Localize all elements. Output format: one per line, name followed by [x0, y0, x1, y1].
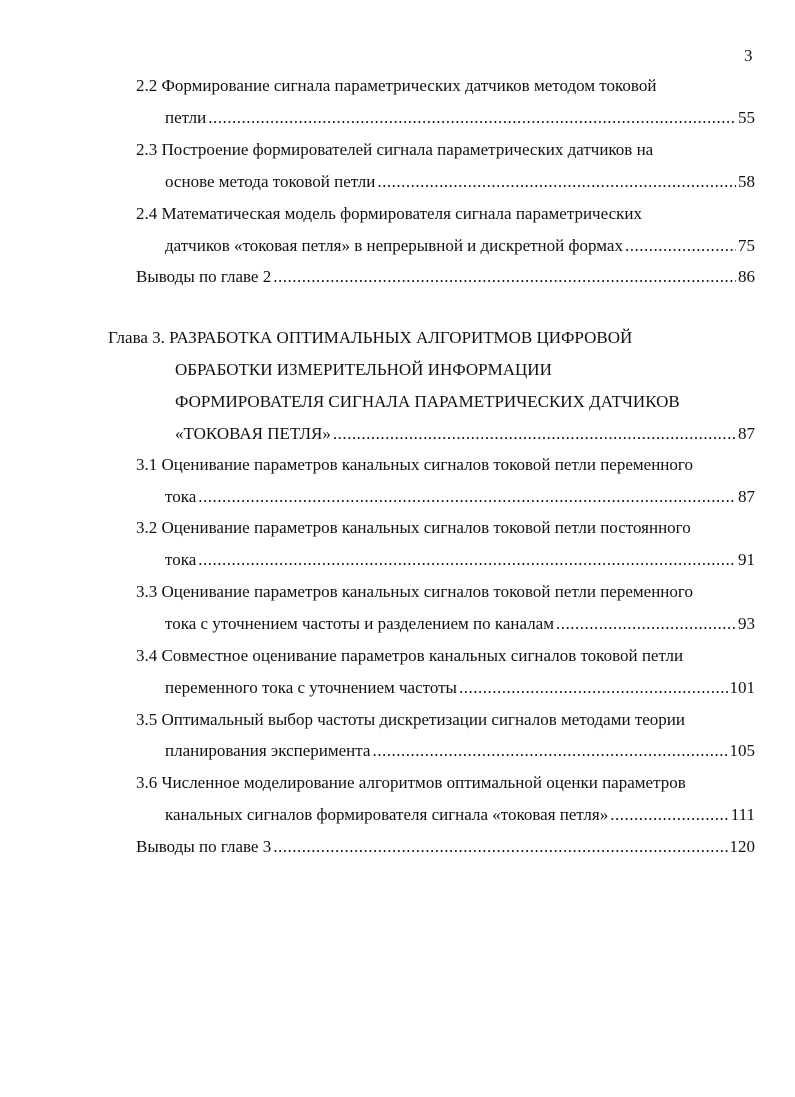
- toc-leader-dots: [208, 108, 736, 128]
- toc-entry-2-2[interactable]: [165, 108, 755, 128]
- toc-entry-3-1-line1: 3.1 Оценивание параметров канальных сигналов токовой петли переменного: [136, 455, 693, 474]
- toc-entry-3-5[interactable]: [165, 741, 755, 761]
- toc-chapter-3-line3: ФОРМИРОВАТЕЛЯ СИГНАЛА ПАРАМЕТРИЧЕСКИХ ДАТЧИКОВ: [175, 392, 680, 411]
- toc-entry-2-4-line1: 2.4 Математическая модель формирователя сигнала параметрических: [136, 204, 642, 223]
- toc-entry-3-4[interactable]: [165, 678, 755, 698]
- toc-leader-dots: [273, 837, 727, 857]
- toc-entry-3-3-line1: 3.3 Оценивание параметров канальных сигналов токовой петли переменного: [136, 582, 693, 601]
- toc-leader-dots: [610, 805, 729, 825]
- toc-entry-3-2[interactable]: [165, 550, 755, 570]
- toc-entry-3-1-line2: тока: [165, 487, 197, 506]
- toc-entry-2-2-page: 55: [738, 108, 755, 127]
- toc-entry-2-4[interactable]: [165, 236, 755, 256]
- toc-entry-3-5-line1: 3.5 Оптимальный выбор частоты дискретизации сигналов методами теории: [136, 710, 685, 729]
- toc-entry-3-5-page: 105: [729, 741, 755, 760]
- toc-entry-2-3-line2: основе метода токовой петли: [165, 172, 376, 191]
- toc-leader-dots: [333, 424, 736, 444]
- toc-entry-3-4-page: 101: [729, 678, 755, 697]
- toc-entry-2-3[interactable]: [165, 172, 755, 192]
- toc-chapter-3-line1: Глава 3. РАЗРАБОТКА ОПТИМАЛЬНЫХ АЛГОРИТМОВ ЦИФРОВОЙ: [108, 328, 633, 347]
- toc-entry-3-2-line2: тока: [165, 550, 197, 569]
- toc-chapter-3[interactable]: [175, 424, 755, 444]
- toc-entry-2-4-line2: датчиков «токовая петля» в непрерывной и дискретной формах: [165, 236, 623, 255]
- toc-entry-3-1[interactable]: [165, 487, 755, 507]
- toc-entry-conclusions-3[interactable]: [136, 837, 755, 857]
- toc-entry-3-2-line1: 3.2 Оценивание параметров канальных сигналов токовой петли постоянного: [136, 518, 691, 537]
- toc-entry-3-3-page: 93: [738, 614, 755, 633]
- toc-entry-3-4-line1: 3.4 Совместное оценивание параметров канальных сигналов токовой петли: [136, 646, 684, 665]
- toc-entry-3-2-page: 91: [738, 550, 755, 569]
- toc-entry-2-3-line1: 2.3 Построение формирователей сигнала параметрических датчиков на: [136, 140, 654, 159]
- toc-entry-3-6[interactable]: [165, 805, 755, 825]
- toc-entry-3-3[interactable]: [165, 614, 755, 634]
- toc-entry-conclusions-2-page: 86: [738, 267, 755, 286]
- toc-entry-3-5-line2: планирования эксперимента: [165, 741, 371, 760]
- toc-leader-dots: [273, 267, 736, 287]
- toc-entry-3-4-line2: переменного тока с уточнением частоты: [165, 678, 457, 697]
- toc-entry-conclusions-2[interactable]: [136, 267, 755, 287]
- page-number: 3: [744, 46, 753, 65]
- toc-leader-dots: [198, 550, 736, 570]
- toc-leader-dots: [625, 236, 736, 256]
- toc-entry-2-2-line1: 2.2 Формирование сигнала параметрических датчиков методом токовой: [136, 76, 657, 95]
- toc-entry-2-4-page: 75: [738, 236, 755, 255]
- toc-entry-3-6-line2: канальных сигналов формирователя сигнала «токовая петля»: [165, 805, 609, 824]
- toc-leader-dots: [377, 172, 736, 192]
- toc-leader-dots: [198, 487, 736, 507]
- toc-entry-conclusions-3-page: 120: [729, 837, 755, 856]
- toc-chapter-3-page: 87: [738, 424, 755, 443]
- toc-entry-2-3-page: 58: [738, 172, 755, 191]
- toc-chapter-3-line4: «ТОКОВАЯ ПЕТЛЯ»: [175, 424, 331, 443]
- toc-entry-2-2-line2: петли: [165, 108, 207, 127]
- toc-entry-3-6-page: 111: [730, 805, 755, 824]
- toc-entry-3-6-line1: 3.6 Численное моделирование алгоритмов оптимальной оценки параметров: [136, 773, 686, 792]
- toc-leader-dots: [372, 741, 727, 761]
- toc-leader-dots: [459, 678, 728, 698]
- toc-entry-3-3-line2: тока с уточнением частоты и разделением по каналам: [165, 614, 554, 633]
- toc-leader-dots: [556, 614, 736, 634]
- toc-entry-conclusions-3-text: Выводы по главе 3: [136, 837, 272, 856]
- toc-entry-3-1-page: 87: [738, 487, 755, 506]
- toc-chapter-3-line2: ОБРАБОТКИ ИЗМЕРИТЕЛЬНОЙ ИНФОРМАЦИИ: [175, 360, 552, 379]
- toc-entry-conclusions-2-text: Выводы по главе 2: [136, 267, 272, 286]
